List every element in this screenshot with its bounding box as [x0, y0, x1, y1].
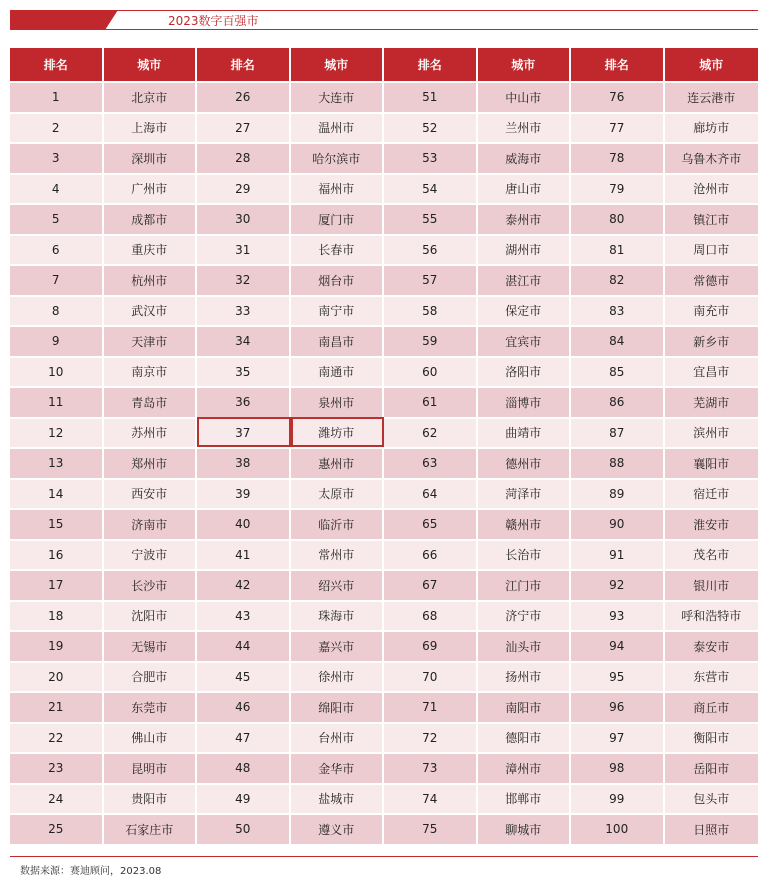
city-cell: 合肥市 [104, 661, 198, 692]
city-cell: 天津市 [104, 325, 198, 356]
rank-cell: 77 [571, 112, 665, 143]
city-cell: 曲靖市 [478, 417, 572, 448]
rank-cell: 37 [197, 417, 291, 448]
header-city: 城市 [104, 48, 198, 81]
rank-cell: 39 [197, 478, 291, 509]
table-row [10, 264, 758, 295]
table-row [10, 295, 758, 326]
rank-cell: 86 [571, 386, 665, 417]
title-top-rule [10, 10, 758, 11]
rank-cell: 75 [384, 813, 478, 844]
city-cell: 漳州市 [478, 752, 572, 783]
city-cell: 沈阳市 [104, 600, 198, 631]
rank-cell: 85 [571, 356, 665, 387]
city-cell: 昆明市 [104, 752, 198, 783]
rank-cell: 89 [571, 478, 665, 509]
table-row [10, 783, 758, 814]
ranking-table [10, 48, 758, 844]
table-row [10, 813, 758, 844]
city-cell: 长沙市 [104, 569, 198, 600]
city-cell: 东营市 [665, 661, 759, 692]
city-cell: 岳阳市 [665, 752, 759, 783]
table-row [10, 447, 758, 478]
rank-cell: 80 [571, 203, 665, 234]
rank-cell: 19 [10, 630, 104, 661]
city-cell: 潍坊市 [291, 417, 385, 448]
rank-cell: 70 [384, 661, 478, 692]
city-cell: 镇江市 [665, 203, 759, 234]
rank-cell: 3 [10, 142, 104, 173]
city-cell: 赣州市 [478, 508, 572, 539]
rank-cell: 22 [10, 722, 104, 753]
city-cell: 周口市 [665, 234, 759, 265]
city-cell: 洛阳市 [478, 356, 572, 387]
rank-cell: 46 [197, 691, 291, 722]
rank-cell: 38 [197, 447, 291, 478]
rank-cell: 45 [197, 661, 291, 692]
city-cell: 德阳市 [478, 722, 572, 753]
rank-cell: 26 [197, 81, 291, 112]
city-cell: 廊坊市 [665, 112, 759, 143]
rank-cell: 27 [197, 112, 291, 143]
header-rank: 排名 [571, 48, 665, 81]
rank-cell: 64 [384, 478, 478, 509]
rank-cell: 29 [197, 173, 291, 204]
header-city: 城市 [478, 48, 572, 81]
city-cell: 南通市 [291, 356, 385, 387]
city-cell: 淮安市 [665, 508, 759, 539]
rank-cell: 91 [571, 539, 665, 570]
rank-cell: 90 [571, 508, 665, 539]
rank-cell: 9 [10, 325, 104, 356]
city-cell: 大连市 [291, 81, 385, 112]
city-cell: 苏州市 [104, 417, 198, 448]
city-cell: 襄阳市 [665, 447, 759, 478]
rank-cell: 71 [384, 691, 478, 722]
city-cell: 绵阳市 [291, 691, 385, 722]
city-cell: 太原市 [291, 478, 385, 509]
rank-cell: 53 [384, 142, 478, 173]
rank-cell: 56 [384, 234, 478, 265]
table-row [10, 661, 758, 692]
city-cell: 珠海市 [291, 600, 385, 631]
city-cell: 泉州市 [291, 386, 385, 417]
rank-cell: 93 [571, 600, 665, 631]
header-rank: 排名 [384, 48, 478, 81]
city-cell: 银川市 [665, 569, 759, 600]
table-row [10, 386, 758, 417]
city-cell: 杭州市 [104, 264, 198, 295]
city-cell: 福州市 [291, 173, 385, 204]
city-cell: 茂名市 [665, 539, 759, 570]
table-row [10, 234, 758, 265]
rank-cell: 41 [197, 539, 291, 570]
rank-cell: 50 [197, 813, 291, 844]
table-row [10, 325, 758, 356]
city-cell: 衡阳市 [665, 722, 759, 753]
city-cell: 泰安市 [665, 630, 759, 661]
table-row [10, 112, 758, 143]
city-cell: 连云港市 [665, 81, 759, 112]
rank-cell: 97 [571, 722, 665, 753]
city-cell: 德州市 [478, 447, 572, 478]
header-rank: 排名 [197, 48, 291, 81]
city-cell: 乌鲁木齐市 [665, 142, 759, 173]
city-cell: 重庆市 [104, 234, 198, 265]
rank-cell: 92 [571, 569, 665, 600]
city-cell: 扬州市 [478, 661, 572, 692]
rank-cell: 42 [197, 569, 291, 600]
table-row [10, 478, 758, 509]
rank-cell: 44 [197, 630, 291, 661]
rank-cell: 51 [384, 81, 478, 112]
rank-cell: 16 [10, 539, 104, 570]
city-cell: 佛山市 [104, 722, 198, 753]
city-cell: 保定市 [478, 295, 572, 326]
city-cell: 济宁市 [478, 600, 572, 631]
source-note: 数据来源：赛迪顾问，2023.08 [20, 866, 162, 877]
rank-cell: 31 [197, 234, 291, 265]
rank-cell: 81 [571, 234, 665, 265]
rank-cell: 2 [10, 112, 104, 143]
rank-cell: 18 [10, 600, 104, 631]
city-cell: 济南市 [104, 508, 198, 539]
city-cell: 湛江市 [478, 264, 572, 295]
rank-cell: 12 [10, 417, 104, 448]
city-cell: 成都市 [104, 203, 198, 234]
header-rank: 排名 [10, 48, 104, 81]
rank-cell: 48 [197, 752, 291, 783]
page-title: 2023数字百强市 [168, 14, 259, 28]
city-cell: 南充市 [665, 295, 759, 326]
city-cell: 湖州市 [478, 234, 572, 265]
city-cell: 日照市 [665, 813, 759, 844]
table-row [10, 203, 758, 234]
table-row [10, 691, 758, 722]
city-cell: 沧州市 [665, 173, 759, 204]
rank-cell: 25 [10, 813, 104, 844]
city-cell: 南宁市 [291, 295, 385, 326]
city-cell: 郑州市 [104, 447, 198, 478]
city-cell: 宜宾市 [478, 325, 572, 356]
city-cell: 上海市 [104, 112, 198, 143]
city-cell: 石家庄市 [104, 813, 198, 844]
city-cell: 深圳市 [104, 142, 198, 173]
rank-cell: 30 [197, 203, 291, 234]
city-cell: 长治市 [478, 539, 572, 570]
rank-cell: 34 [197, 325, 291, 356]
table-row [10, 722, 758, 753]
city-cell: 包头市 [665, 783, 759, 814]
city-cell: 东莞市 [104, 691, 198, 722]
rank-cell: 58 [384, 295, 478, 326]
table-row [10, 356, 758, 387]
city-cell: 常德市 [665, 264, 759, 295]
rank-cell: 96 [571, 691, 665, 722]
rank-cell: 6 [10, 234, 104, 265]
rank-cell: 23 [10, 752, 104, 783]
city-cell: 北京市 [104, 81, 198, 112]
rank-cell: 84 [571, 325, 665, 356]
rank-cell: 65 [384, 508, 478, 539]
rank-cell: 69 [384, 630, 478, 661]
rank-cell: 62 [384, 417, 478, 448]
table-row [10, 752, 758, 783]
city-cell: 淄博市 [478, 386, 572, 417]
rank-cell: 32 [197, 264, 291, 295]
rank-cell: 36 [197, 386, 291, 417]
table-row [10, 142, 758, 173]
city-cell: 唐山市 [478, 173, 572, 204]
rank-cell: 68 [384, 600, 478, 631]
rank-cell: 10 [10, 356, 104, 387]
rank-cell: 1 [10, 81, 104, 112]
city-cell: 宿迁市 [665, 478, 759, 509]
rank-cell: 73 [384, 752, 478, 783]
city-cell: 长春市 [291, 234, 385, 265]
rank-cell: 94 [571, 630, 665, 661]
city-cell: 汕头市 [478, 630, 572, 661]
rank-cell: 8 [10, 295, 104, 326]
rank-cell: 95 [571, 661, 665, 692]
table-row [10, 630, 758, 661]
city-cell: 烟台市 [291, 264, 385, 295]
city-cell: 中山市 [478, 81, 572, 112]
city-cell: 宜昌市 [665, 356, 759, 387]
city-cell: 威海市 [478, 142, 572, 173]
rank-cell: 59 [384, 325, 478, 356]
city-cell: 呼和浩特市 [665, 600, 759, 631]
rank-cell: 78 [571, 142, 665, 173]
city-cell: 金华市 [291, 752, 385, 783]
city-cell: 青岛市 [104, 386, 198, 417]
header-row [10, 48, 758, 81]
city-cell: 贵阳市 [104, 783, 198, 814]
rank-cell: 79 [571, 173, 665, 204]
rank-cell: 40 [197, 508, 291, 539]
rank-cell: 4 [10, 173, 104, 204]
table-row [10, 508, 758, 539]
city-cell: 嘉兴市 [291, 630, 385, 661]
rank-cell: 5 [10, 203, 104, 234]
rank-cell: 49 [197, 783, 291, 814]
rank-cell: 99 [571, 783, 665, 814]
city-cell: 无锡市 [104, 630, 198, 661]
city-cell: 邯郸市 [478, 783, 572, 814]
city-cell: 聊城市 [478, 813, 572, 844]
city-cell: 绍兴市 [291, 569, 385, 600]
rank-cell: 98 [571, 752, 665, 783]
table-row [10, 600, 758, 631]
rank-cell: 20 [10, 661, 104, 692]
title-bottom-rule [10, 29, 758, 30]
title-accent-block [10, 10, 118, 30]
rank-cell: 47 [197, 722, 291, 753]
table-body [10, 81, 758, 844]
rank-cell: 60 [384, 356, 478, 387]
rank-cell: 66 [384, 539, 478, 570]
city-cell: 哈尔滨市 [291, 142, 385, 173]
city-cell: 常州市 [291, 539, 385, 570]
city-cell: 南昌市 [291, 325, 385, 356]
header-city: 城市 [665, 48, 759, 81]
rank-cell: 17 [10, 569, 104, 600]
rank-cell: 72 [384, 722, 478, 753]
city-cell: 广州市 [104, 173, 198, 204]
rank-cell: 61 [384, 386, 478, 417]
footer-rule [10, 856, 758, 857]
table-row [10, 417, 758, 448]
city-cell: 南阳市 [478, 691, 572, 722]
city-cell: 惠州市 [291, 447, 385, 478]
rank-cell: 54 [384, 173, 478, 204]
rank-cell: 15 [10, 508, 104, 539]
title-bar [10, 10, 758, 30]
city-cell: 新乡市 [665, 325, 759, 356]
rank-cell: 28 [197, 142, 291, 173]
rank-cell: 87 [571, 417, 665, 448]
rank-cell: 33 [197, 295, 291, 326]
city-cell: 遵义市 [291, 813, 385, 844]
table-row [10, 173, 758, 204]
city-cell: 芜湖市 [665, 386, 759, 417]
rank-cell: 67 [384, 569, 478, 600]
city-cell: 泰州市 [478, 203, 572, 234]
rank-cell: 52 [384, 112, 478, 143]
city-cell: 菏泽市 [478, 478, 572, 509]
rank-cell: 14 [10, 478, 104, 509]
table-row [10, 539, 758, 570]
rank-cell: 55 [384, 203, 478, 234]
rank-cell: 74 [384, 783, 478, 814]
city-cell: 兰州市 [478, 112, 572, 143]
rank-cell: 83 [571, 295, 665, 326]
header-city: 城市 [291, 48, 385, 81]
city-cell: 温州市 [291, 112, 385, 143]
rank-cell: 100 [571, 813, 665, 844]
city-cell: 商丘市 [665, 691, 759, 722]
rank-cell: 63 [384, 447, 478, 478]
city-cell: 徐州市 [291, 661, 385, 692]
city-cell: 宁波市 [104, 539, 198, 570]
table-row [10, 81, 758, 112]
rank-cell: 57 [384, 264, 478, 295]
city-cell: 盐城市 [291, 783, 385, 814]
rank-cell: 76 [571, 81, 665, 112]
city-cell: 西安市 [104, 478, 198, 509]
rank-cell: 13 [10, 447, 104, 478]
rank-cell: 35 [197, 356, 291, 387]
city-cell: 滨州市 [665, 417, 759, 448]
city-cell: 临沂市 [291, 508, 385, 539]
rank-cell: 82 [571, 264, 665, 295]
city-cell: 台州市 [291, 722, 385, 753]
city-cell: 南京市 [104, 356, 198, 387]
rank-cell: 11 [10, 386, 104, 417]
rank-cell: 43 [197, 600, 291, 631]
city-cell: 江门市 [478, 569, 572, 600]
rank-cell: 24 [10, 783, 104, 814]
city-cell: 厦门市 [291, 203, 385, 234]
city-cell: 武汉市 [104, 295, 198, 326]
rank-cell: 7 [10, 264, 104, 295]
rank-cell: 88 [571, 447, 665, 478]
table-row [10, 569, 758, 600]
rank-cell: 21 [10, 691, 104, 722]
